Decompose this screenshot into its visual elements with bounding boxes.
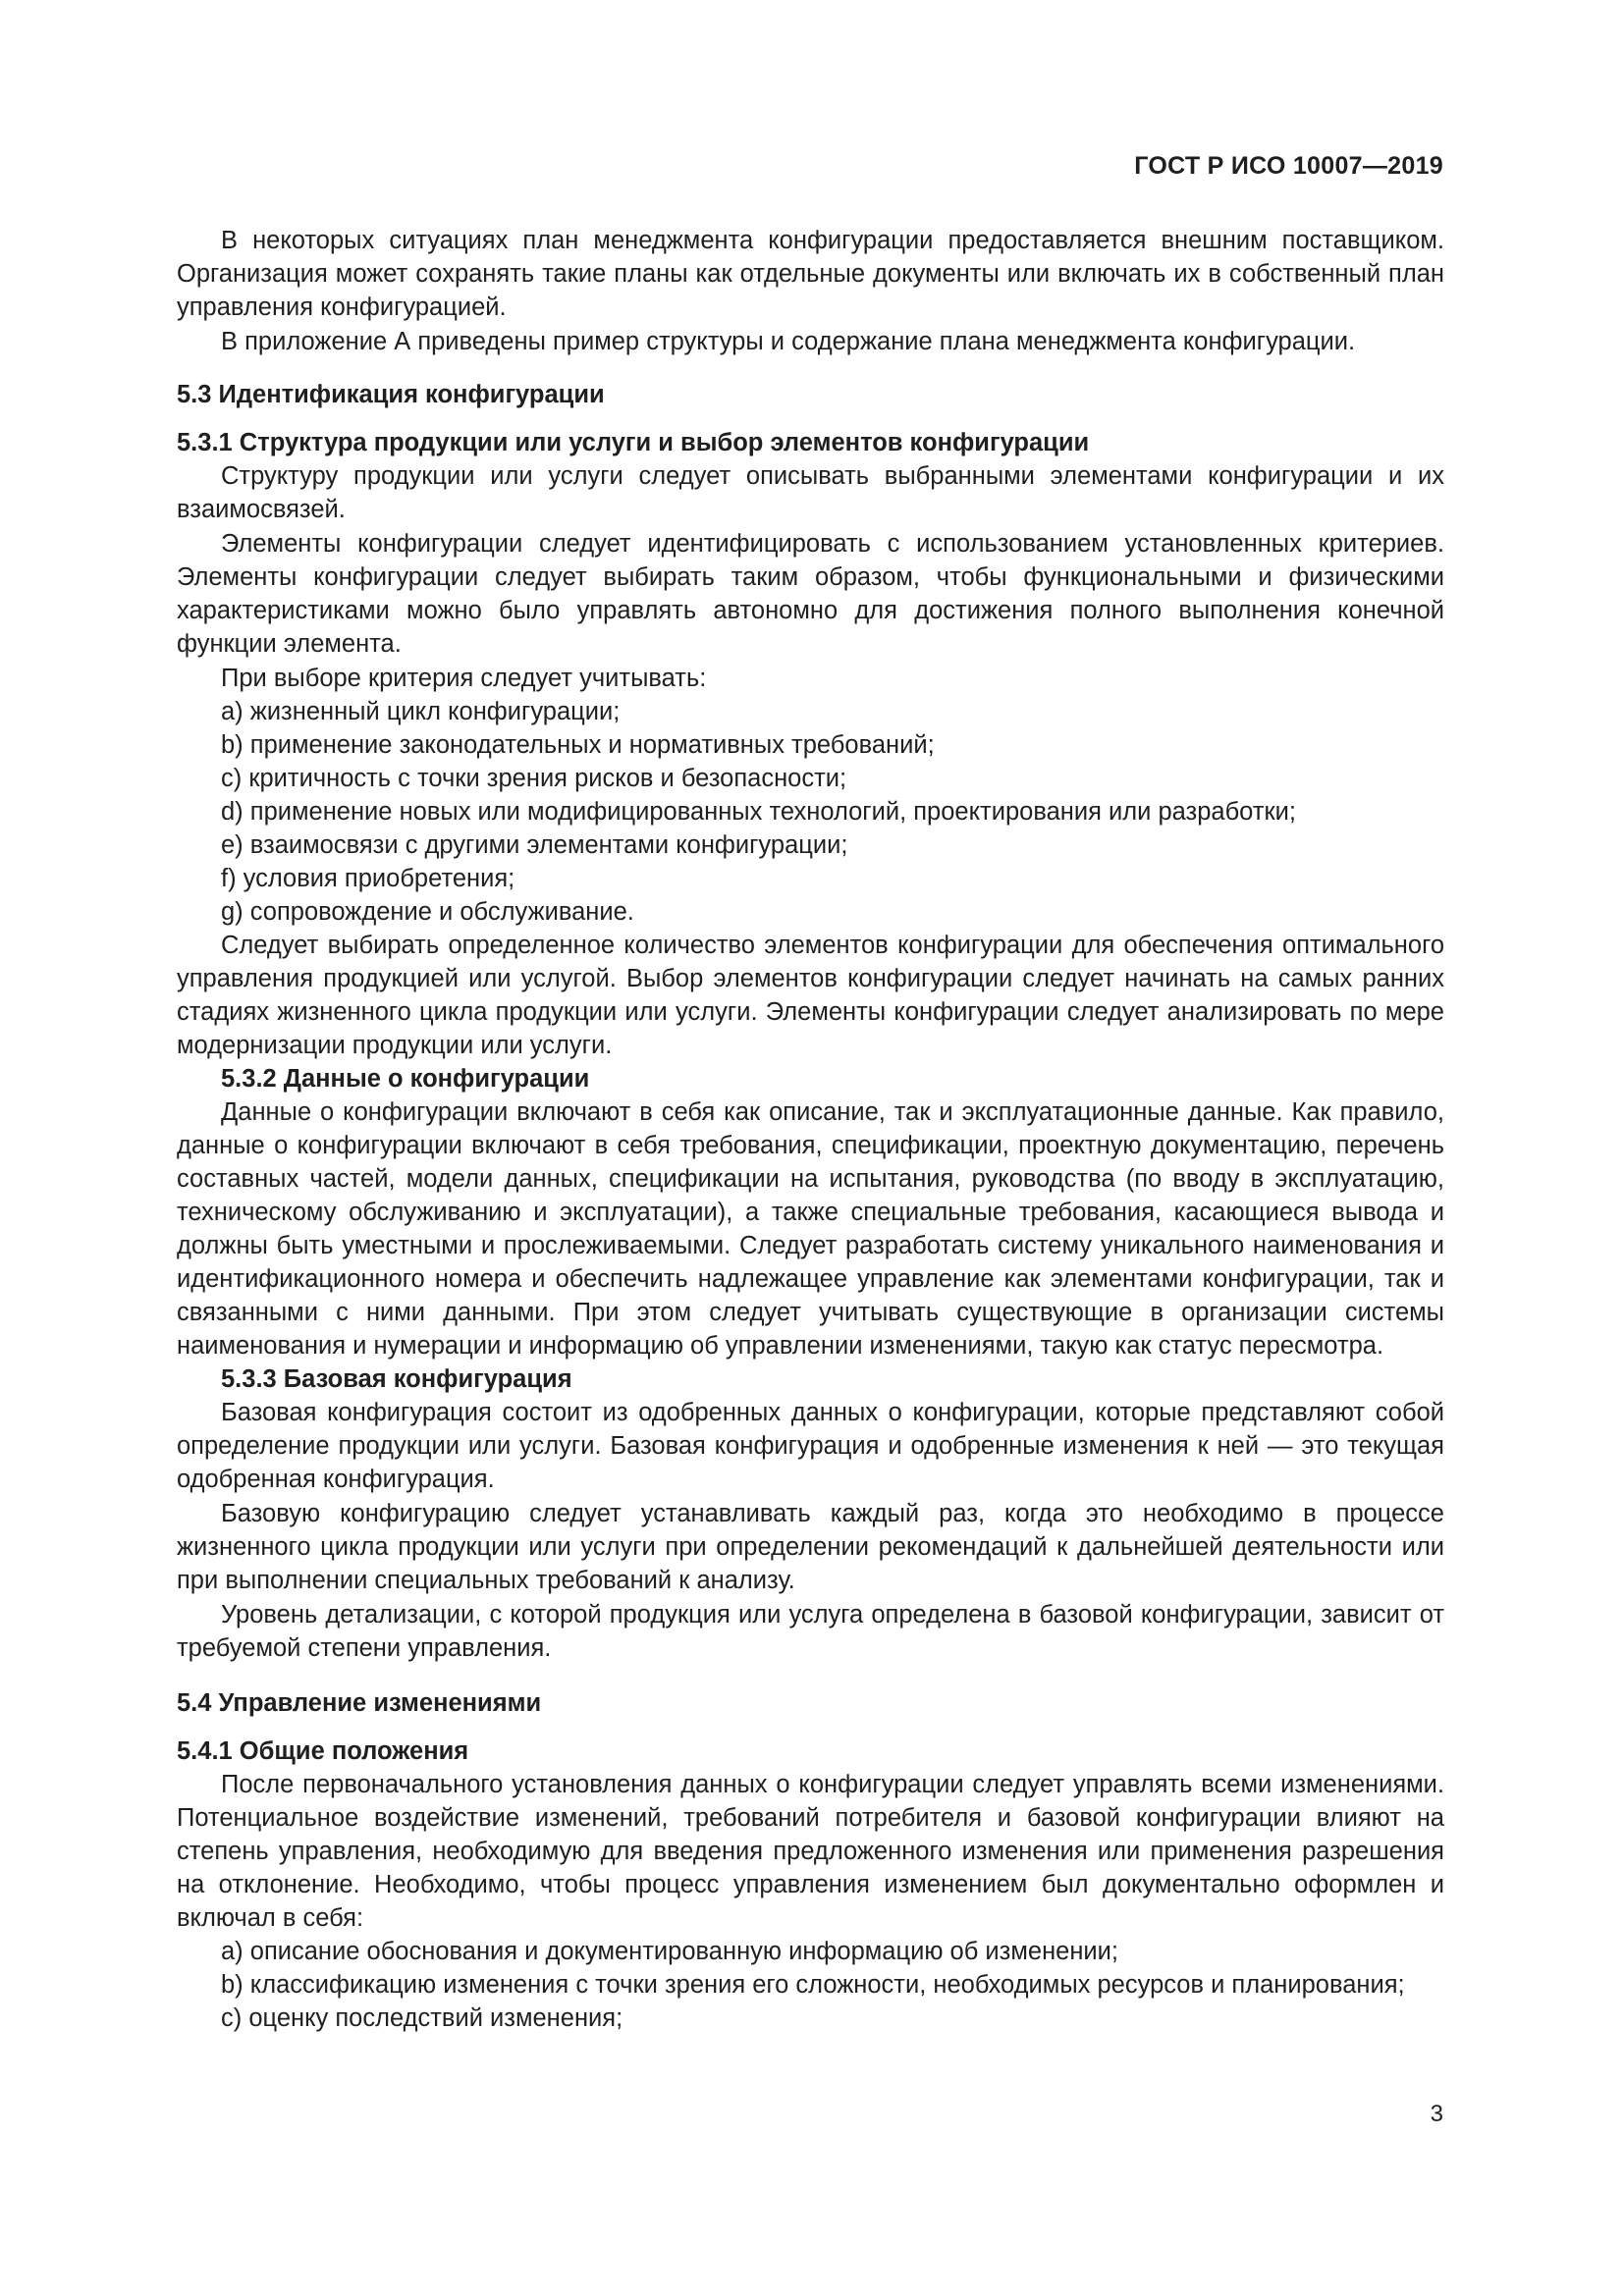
section-5-3-1-paragraph-3: При выборе критерия следует учитывать: xyxy=(221,665,707,692)
section-5-4-heading: 5.4 Управление изменениями xyxy=(177,1689,542,1717)
list-item: e) взаимосвязи с другими элементами конфигурации; xyxy=(221,831,848,859)
section-5-3-2-paragraph-1: Данные о конфигурации включают в себя как описание, так и эксплуатационные данные. Как правило, данные о конфигурации включают в себя требования, спецификации, проектную документацию, перечень составных частей, модели данных, спецификации на испытания, руководства (по вводу в эксплуатацию, техническому обслуживанию и эксплуатации), а также специальные требования, касающиеся вывода и должны быть уместными и прослеживаемыми. Следует разработать систему уникального наименования и идентификационного номера и обеспечить надлежащее управление как элементами конфигурации, так и связанными с ними данными. При этом следует учитывать существующие в организации системы наименования и нумерации и информацию об управлении изменениями, такую как статус пересмотра. xyxy=(177,1098,1444,1360)
list-item: d) применение новых или модифицированных технологий, проектирования или разработки; xyxy=(221,798,1296,826)
section-5-3-3-paragraph-2: Базовую конфигурацию следует устанавливать каждый раз, когда это необходимо в процессе жизненного цикла продукции или услуги при определении рекомендаций к дальнейшей деятельности или при выполнении специальных требований к анализу. xyxy=(177,1500,1444,1594)
page-number: 3 xyxy=(1430,2101,1443,2127)
page-body xyxy=(177,224,1444,2035)
list-item: f) условия приобретения; xyxy=(221,865,515,892)
list-item: b) классификацию изменения с точки зрения его сложности, необходимых ресурсов и планирования; xyxy=(221,1971,1405,1999)
intro-paragraph-2: В приложение А приведены пример структуры и содержание плана менеджмента конфигурации. xyxy=(221,328,1356,355)
section-5-3-1-heading: 5.3.1 Структура продукции или услуги и выбор элементов конфигурации xyxy=(177,429,1090,456)
section-5-3-heading: 5.3 Идентификация конфигурации xyxy=(177,381,605,408)
section-5-4-1-heading: 5.4.1 Общие положения xyxy=(177,1737,469,1765)
intro-paragraph-1: В некоторых ситуациях план менеджмента конфигурации предоставляется внешним поставщиком. Организация может сохранять такие планы как отдельные документы или включать их в собственный план управления конфигурацией. xyxy=(177,227,1444,321)
section-5-3-1-paragraph-1: Структуру продукции или услуги следует описывать выбранными элементами конфигурации и их взаимосвязей. xyxy=(177,462,1444,523)
section-5-3-3-paragraph-3: Уровень детализации, с которой продукция или услуга определена в базовой конфигурации, зависит от требуемой степени управления. xyxy=(177,1601,1444,1662)
section-5-3-2-heading: 5.3.2 Данные о конфигурации xyxy=(221,1065,590,1093)
list-item: g) сопровождение и обслуживание. xyxy=(221,898,634,926)
document-code: ГОСТ Р ИСО 10007—2019 xyxy=(1134,152,1443,180)
list-item: a) жизненный цикл конфигурации; xyxy=(221,698,621,725)
list-item: c) критичность с точки зрения рисков и безопасности; xyxy=(221,765,847,792)
section-5-3-3-heading: 5.3.3 Базовая конфигурация xyxy=(221,1365,572,1393)
section-5-3-1-paragraph-4: Следует выбирать определенное количество элементов конфигурации для обеспечения оптимального управления продукцией или услугой. Выбор элементов конфигурации следует начинать на самых ранних стадиях жизненного цикла продукции или услуги. Элементы конфигурации следует анализировать по мере модернизации продукции или услуги. xyxy=(177,932,1444,1059)
section-5-4-1-paragraph-1: После первоначального установления данных о конфигурации следует управлять всеми изменениями. Потенциальное воздействие изменений, требований потребителя и базовой конфигурации влияют на степень управления, необходимую для введения предложенного изменения или применения разрешения на отклонение. Необходимо, чтобы процесс управления изменением был документально оформлен и включал в себя: xyxy=(177,1771,1444,1932)
list-item: c) оценку последствий изменения; xyxy=(221,2004,623,2032)
list-item: b) применение законодательных и нормативных требований; xyxy=(221,731,935,759)
section-5-3-1-paragraph-2: Элементы конфигурации следует идентифицировать с использованием установленных критериев. Элементы конфигурации следует выбирать таким образом, чтобы функциональными и физическими характеристиками можно было управлять автономно для достижения полного выполнения конечной функции элемента. xyxy=(177,530,1444,658)
section-5-3-3-paragraph-1: Базовая конфигурация состоит из одобренных данных о конфигурации, которые представляют собой определение продукции или услуги. Базовая конфигурация и одобренные изменения к ней — это текущая одобренная конфигурация. xyxy=(177,1399,1444,1493)
list-item: a) описание обоснования и документированную информацию об изменении; xyxy=(221,1938,1118,1965)
